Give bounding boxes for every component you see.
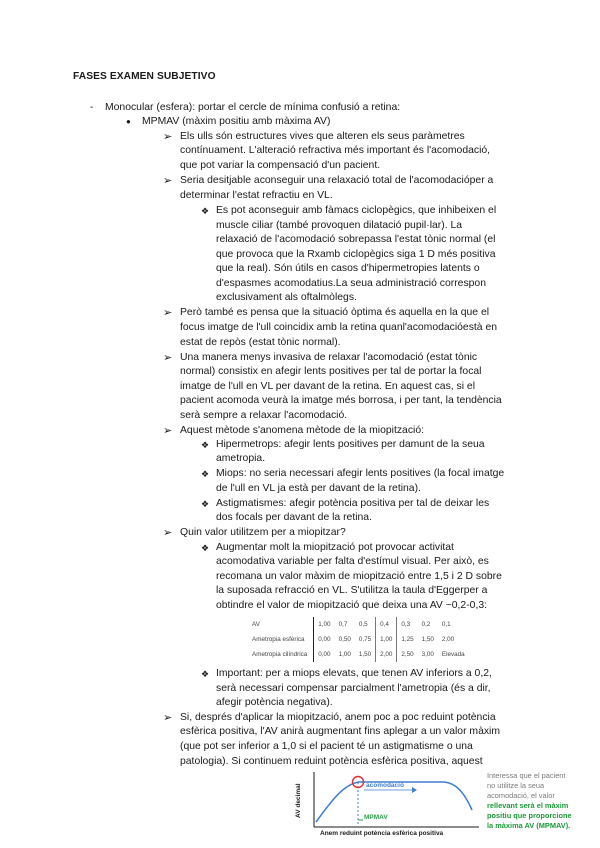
bullet-marker: ● [126,117,131,126]
text-line: estat de repòs (estat tònic normal). [180,337,341,348]
text-line: Es pot aconseguir amb fàmacs ciclopègics, que inhibeixen el [216,205,497,216]
text-line: MPMAV (màxim positiu amb màxima AV) [142,116,331,127]
table-cell: 1,00 [318,621,331,628]
page-title: FASES EXAMEN SUBJETIVO [73,71,216,82]
table-cell: 0,50 [338,636,351,643]
text-line: serà sempre a relaxar l'acomodació. [180,410,348,421]
arrow-marker: ➢ [163,527,173,539]
table-cell: 0,2 [421,621,431,628]
text-line: dos focals per davant de la retina. [216,512,372,523]
text-line: pacient acomoda veurà la imatge més borrosa, i per tant, la tendència [180,395,502,406]
note-line: rellevant serà el màxim [487,801,569,810]
arrow-marker: ➢ [163,712,173,724]
note-line: la màxima AV (MPMAV). [487,821,571,830]
note-line: acomodació, el valor [487,791,555,800]
text-line: Important: per a miops elevats, que tenen AV inferiors a 0,2, [216,668,492,679]
arrow-marker: ➢ [163,131,173,143]
text-line: Aquest mètode s'anomena mètode de la miopització: [180,425,424,436]
table-row [222,617,469,632]
note-line: Interessa que el pacient [487,771,566,780]
table-cell: 0,1 [441,621,451,628]
text-line: recomana un valor màxim de miopització entre 1,5 i 2 D sobre [216,571,502,582]
dash-marker: - [90,102,94,113]
av-graph [294,770,484,840]
text-line: Seria desitjable aconseguir una relaxació total de l'acomodacióper a [180,175,494,186]
text-line: Si, després d'aplicar la miopització, anem poc a poc reduint potència [180,712,496,723]
text-line: acomodativa variable per falta d'estímul visual. Per això, es [216,556,489,567]
text-line: Augmentar molt la miopització pot provocar activitat [216,542,454,553]
note-line: positiu que proporcione [487,811,572,820]
table-cell: 2,00 [376,647,397,662]
accom-arrow-head-icon [412,787,417,793]
text-line: afegir potència negativa). [216,697,333,708]
diamond-marker: ❖ [201,499,210,509]
table-cell: 0,7 [338,621,348,628]
text-line: serà necessari compensar parcialment l'ametropia (és a dir, [216,683,491,694]
note-line: no utilitze la seua [487,781,545,790]
table-cell: 0,4 [376,617,397,632]
accom-label: acomodació [366,782,404,789]
text-line: d'espasmes acomodatius.La seua administració correspon [216,278,486,289]
diamond-marker: ❖ [201,669,210,679]
text-line: esfèrica positiva, l'AV anirà augmentant fins aplegar a un valor màxim [180,726,501,737]
text-line: Quin valor utilitzem per a miopitzar? [180,527,346,538]
table-row [222,632,469,647]
table-cell: 0,75 [358,636,372,643]
text-line: obtindre el valor de miopització que deixa una AV ~0,2-0,3: [216,600,488,611]
text-line: Però també es pensa que la situació òptima és aquella en la que el [180,307,490,318]
table-row [222,647,469,662]
table-cell: 3,00 [421,651,434,658]
text-line: muscle ciliar (també provoquen dilatació pupil·lar). La [216,220,463,231]
text-line: contínuament. L'alteració refractiva més important és l'acomodació, [180,145,491,156]
table-cell: 1,00 [376,632,397,647]
arrow-marker: ➢ [163,425,173,437]
table-cell: 2,00 [441,636,455,643]
table-cell: 2,50 [397,647,418,662]
graph-ylabel: AV decimal [295,783,302,818]
text-line: Una manera menys invasiva de relaxar l'acomodació (estat tònic [180,352,478,363]
text-line: (que pot ser inferior a 1,0 si el pacient té un astigmatisme o una [180,741,473,752]
text-line: que la real). Són útils en casos d'hipermetropies latents o [216,263,480,274]
table-cell: Ametropia cilíndrica [222,647,314,662]
text-line: que pot variar la compensació d'un pacient. [180,160,381,171]
text-line: exclusivament als oftalmòlegs. [216,292,357,303]
text-line: Miops: no seria necessari afegir lents positives (la focal imatge [216,468,505,479]
table-cell: Ametropia esfèrica [222,632,314,647]
text-line: focus imatge de l'ull coincidix amb la retina quanl'acomodacióestà en [180,322,498,333]
text-line: de l'ull en VL ja està per davant de la retina). [216,483,421,494]
text-line: patologia). Si continuem reduint potència esfèrica positiva, aquest [180,756,483,767]
table-cell: 1,00 [338,651,351,658]
diamond-marker: ❖ [201,469,210,479]
table-cell: 1,25 [397,632,418,647]
text-line: ametropia. [216,453,266,464]
table-cell: 0,3 [397,617,418,632]
mpmav-label: MPMAV [364,814,388,821]
text-line: la suposada refracció en VL. S'utilitza la taula d'Eggerper a [216,585,488,596]
text-line: determinar l'estat refractiu en VL. [180,190,333,201]
text-line: Monocular (esfera): portar el cercle de mínima confusió a retina: [105,102,401,113]
text-line: que provoca que la Rxamb ciclopègics siga 1 D més positiva [216,249,496,260]
graph-xlabel: Anem reduint potència esfèrica positiva [320,830,444,837]
table-cell: Elevada [441,651,465,658]
diamond-marker: ❖ [201,440,210,450]
table-cell: 1,50 [358,651,372,658]
table-cell: 1,50 [421,636,434,643]
arrow-marker: ➢ [163,175,173,187]
text-line: Els ulls són estructures vives que alteren els seus paràmetres [180,131,465,142]
table-cell: 0,5 [358,621,368,628]
diamond-marker: ❖ [201,206,210,216]
diamond-marker: ❖ [201,543,210,553]
table-cell: 0,00 [318,651,331,658]
text-line: relaxació de l'acomodació sobrepassa l'estat tònic normal (el [216,234,496,245]
table-cell: 0,00 [318,636,331,643]
table-cell: AV [222,617,314,632]
text-line: normal) consistix en afegir lents positives per tal de portar la focal [180,366,482,377]
arrow-marker: ➢ [163,307,173,319]
text-line: Astigmatismes: afegir potència positiva per tal de deixar les [216,498,490,509]
text-line: imatge de l'ull en VL per davant de la retina. En aquest cas, si el [180,381,476,392]
egger-table [222,617,469,662]
arrow-marker: ➢ [163,352,173,364]
text-line: Hipermetrops: afegir lents positives per damunt de la seua [216,439,485,450]
